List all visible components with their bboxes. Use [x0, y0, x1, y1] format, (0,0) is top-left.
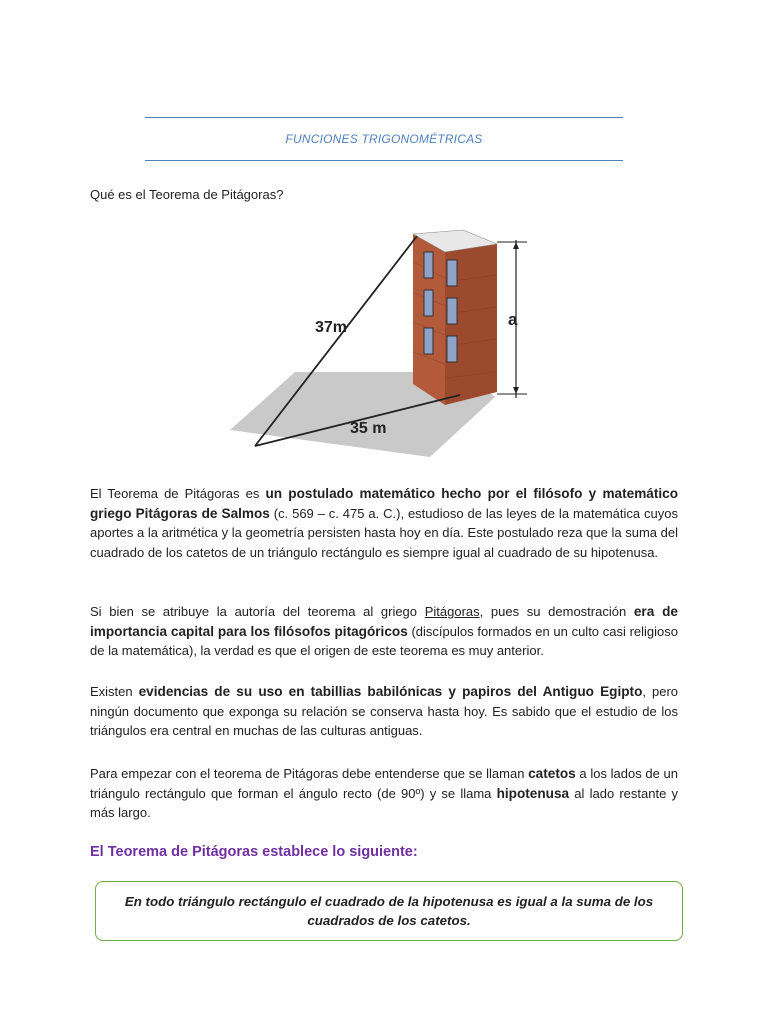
paragraph-attribution	[90, 602, 678, 661]
window	[424, 252, 433, 278]
bold-span: hipotenusa	[496, 785, 570, 801]
bold-span: era de importancia capital para los filósofos pitagóricos	[90, 604, 678, 639]
page-header-title: FUNCIONES TRIGONOMÉTRICAS	[285, 132, 483, 146]
theorem-box	[95, 881, 683, 941]
paragraph-catetos	[90, 764, 678, 823]
paragraph-definition	[90, 484, 678, 562]
text-span: (c. 569 – c. 475 a. C.), estudioso de las leyes de la matemática cuyos aportes a la aritmética y la geometría persisten hasta hoy en día. Este postulado reza que la suma del cuadrado de los catetos de un triángulo rectángulo es siempre igual al cuadrado de su hipotenusa.	[90, 505, 678, 560]
height-label: a	[508, 310, 518, 329]
window	[424, 328, 433, 354]
paragraph-evidence	[90, 682, 678, 741]
question-heading: Qué es el Teorema de Pitágoras?	[90, 187, 284, 202]
header-rule-top	[145, 117, 623, 118]
window	[424, 290, 433, 316]
text-span: El Teorema de Pitágoras es	[90, 486, 266, 501]
theorem-statement: En todo triángulo rectángulo el cuadrado de la hipotenusa es igual a la suma de los cuadrados de los catetos.	[124, 894, 654, 928]
text-span: Para empezar con el teorema de Pitágoras debe entenderse que se llaman	[90, 766, 529, 781]
pitagoras-link[interactable]: Pitágoras	[424, 604, 480, 619]
pythagoras-building-figure	[225, 222, 545, 472]
window	[447, 298, 457, 324]
bold-span: catetos	[528, 766, 576, 781]
text-span: , pero ningún documento que exponga su relación se conserva hasta hoy. Es sabido que el estudio de los triángulos era central en muchas de las culturas antiguas.	[90, 684, 679, 738]
window	[447, 336, 457, 362]
text-span: , pues su demostración	[479, 604, 634, 619]
base-label: 35 m	[350, 420, 387, 437]
text-span: a los lados de un triángulo rectángulo que forman el ángulo recto (de 90º) y se llama	[90, 766, 678, 801]
text-span: Existen	[90, 684, 139, 699]
header-rule-bottom	[145, 160, 623, 161]
window	[447, 260, 457, 286]
text-span: Si bien se atribuye la autoría del teorema al griego	[90, 604, 425, 619]
bold-span: un postulado matemático hecho por el filósofo y matemático griego Pitágoras de Salmos	[90, 486, 679, 521]
hypotenuse-label: 37m	[315, 319, 348, 336]
text-span: (discípulos formados en un culto casi religioso de la matemática), la verdad es que el origen de este teorema es muy anterior.	[90, 623, 678, 658]
bold-span: evidencias de su uso en tabillias babilónicas y papiros del Antiguo Egipto	[138, 684, 643, 699]
section-heading: El Teorema de Pitágoras establece lo siguiente:	[90, 844, 418, 860]
text-span: al lado restante y más largo.	[90, 785, 679, 820]
